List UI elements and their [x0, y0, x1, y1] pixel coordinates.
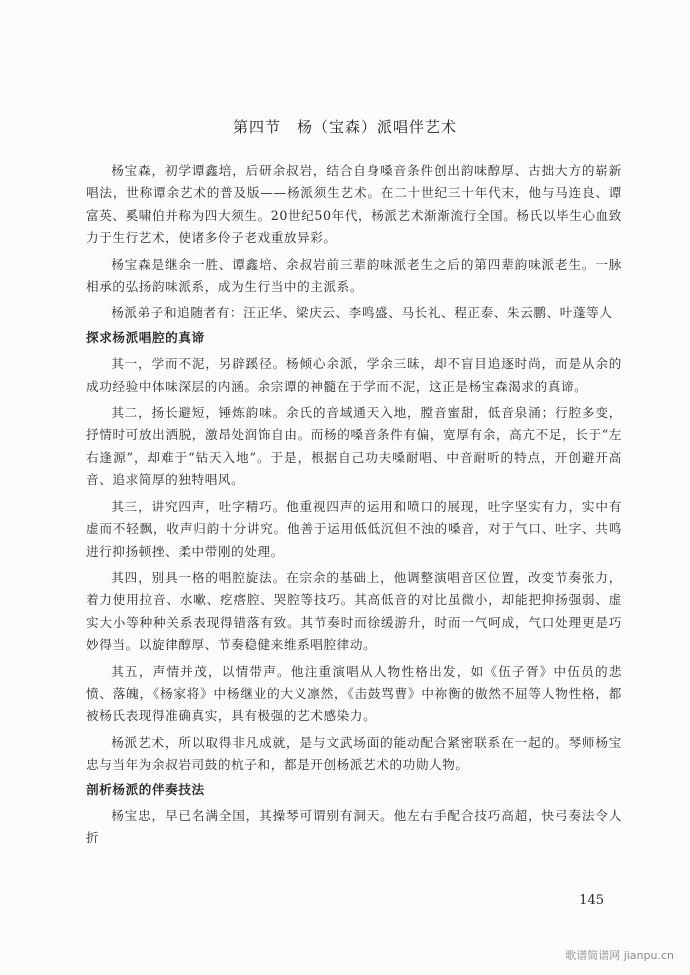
paragraph: 杨宝忠，早已名满全国，其操琴可谓别有洞天。他左右手配合技巧高超，快弓奏法令人折 — [86, 807, 622, 846]
paragraph: 杨宝森是继余一胜、谭鑫培、余叔岩前三辈韵味派老生之后的第四辈韵味派老生。一脉相承的弘扬韵味派系，成为生行当中的主派系。 — [86, 256, 622, 295]
paragraph: 杨派艺术，所以取得非凡成就，是与文武场面的能动配合紧密联系在一起的。琴师杨宝忠与当年为余叔岩司鼓的杭子和，都是开创杨派艺术的功勋人物。 — [86, 734, 622, 773]
watermark: 歌谱简谱网 jianpu.cn — [565, 949, 674, 962]
section-title: 第四节 杨（宝森）派唱伴艺术 — [232, 118, 457, 136]
paragraph: 其二，扬长避短，锤炼韵味。余氏的音域通天入地，膛音蜜甜，低音泉涌；行腔多变，抒情时可放出洒脱，激昂处润饰自由。而杨的嗓音条件有偏，宽厚有余，高亢不足，长于“左右逢源”，却难于“钻天入地”。于是，根据自己功夫嗓耐唱、中音耐听的特点，开创避开高音、追求简厚的独特唱风。 — [86, 405, 622, 488]
paragraph: 其一，学而不泥，另辟蹊径。杨倾心余派，学余三昧，却不盲目追逐时尚，而是从余的成功经验中体味深层的内涵。余宗谭的神髓在于学而不泥，这正是杨宝森渴求的真谛。 — [86, 356, 622, 394]
body-text — [86, 160, 622, 854]
paragraph: 其三，讲究四声，吐字精巧。他重视四声的运用和喷口的展现，吐字坚实有力，实中有虚而不轻飘，收声归韵十分讲究。他善于运用低低沉但不浊的嗓音，对于气口、吐字、共鸣进行抑扬顿挫、柔中带刚的处理。 — [86, 498, 622, 559]
paragraph: 杨宝森，初学谭鑫培，后研余叔岩，结合自身嗓音条件创出韵味醇厚、古拙大方的崭新唱法，世称谭余艺术的普及版——杨派须生艺术。在二十世纪三十年代末，他与马连良、谭富英、奚啸伯并称为四大须生。20世纪50年代，杨派艺术渐渐流行全国。杨氏以毕生心血致力于生行艺术，使诸多伶子老戏重放异彩。 — [86, 163, 622, 246]
subheading: 探求杨派唱腔的真谛 — [86, 329, 205, 345]
page-number: 145 — [579, 893, 604, 908]
paragraph: 其四，别具一格的唱腔旋法。在宗余的基础上，他调整演唱音区位置，改变节奏张力，着力使用拉音、水嗽、疙瘩腔、哭腔等技巧。其高低音的对比虽微小，却能把抑扬强弱、虚实大小等种种关系表现得错落有致。其节奏时而徐缓游升，时而一气呵成，气口处理更是巧妙得当。以旋律醇厚、节奏稳健来维系唱腔律动。 — [86, 569, 622, 653]
paragraph: 其五，声情并茂，以情带声。他注重演唱从人物性格出发，如《伍子胥》中伍员的悲愤、落魄，《杨家将》中杨继业的大义凛然，《击鼓骂曹》中祢衡的傲然不屈等人物性格，都被杨氏表现得准确真实，具有极强的艺术感染力。 — [86, 663, 622, 724]
subheading: 剖析杨派的伴奏技法 — [86, 781, 205, 797]
paragraph: 杨派弟子和追随者有：汪正华、梁庆云、李鸣盛、马长礼、程正泰、朱云鹏、叶蓬等人 — [111, 305, 613, 321]
